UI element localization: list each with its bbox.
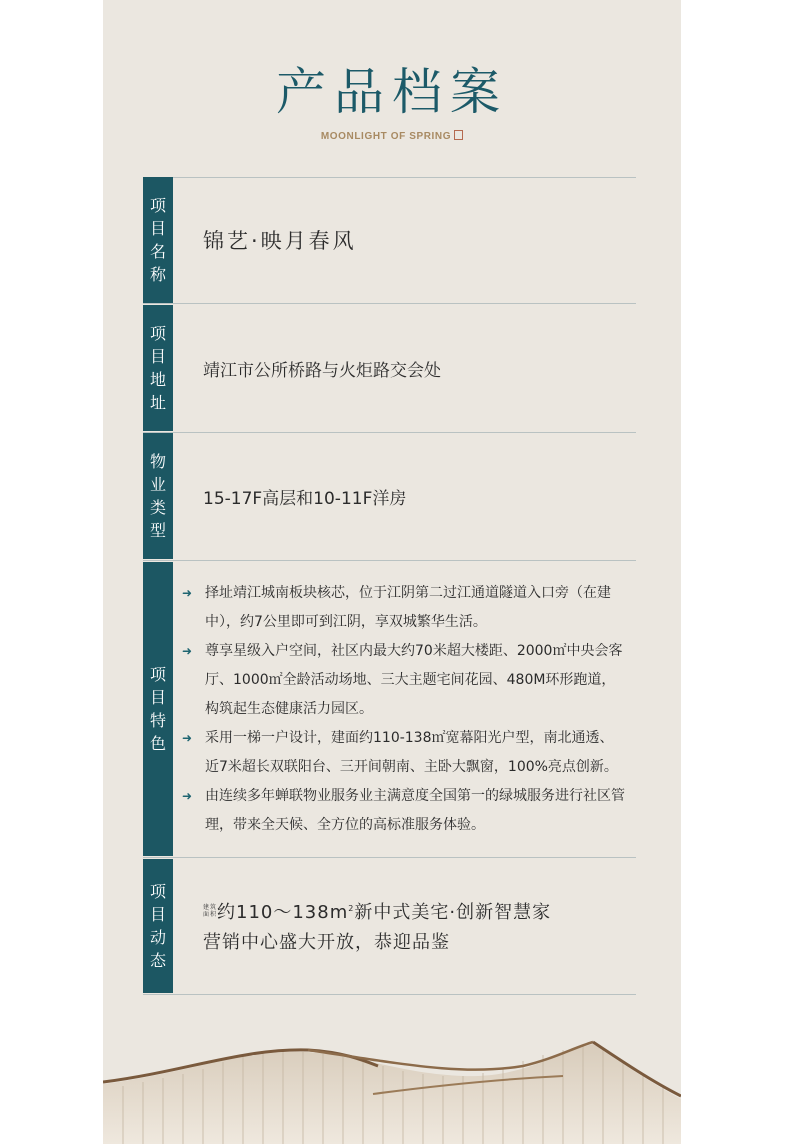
feature-item: ➜ 择址靖江城南板块核芯，位于江阴第二过江通道隧道入口旁（在建中），约7公里即可到江阴，享双城繁华生活。 [185,579,626,637]
page-title: 产品档案 [276,63,508,121]
seal-icon [454,130,463,140]
row-label: 项 目 名 称 [143,177,173,303]
news-line-1: 建筑 面积 约$110\sim 138m^2$新中式美宅·创新智慧家 [203,902,552,923]
divider [143,857,636,858]
row-project-features [143,562,636,856]
poster-panel [103,0,681,1144]
row-project-news [143,859,636,993]
project-name-value: 锦艺·映月春风 [203,229,357,253]
row-label: 物 业 类 型 [143,433,173,559]
row-label: 项 目 动 态 [143,859,173,993]
row-project-name [143,177,636,303]
arrow-icon: ➜ [182,643,193,658]
decorative-roofline [103,1004,681,1144]
row-property-type [143,433,636,559]
property-type-value: 15-17F高层和10-11F洋房 [203,488,407,509]
subtitle-text: MOONLIGHT OF SPRING [320,131,452,142]
project-address-value: 靖江市公所桥路与火炬路交会处 [203,360,441,381]
page-subtitle [103,130,681,142]
divider [143,994,636,995]
row-label: 项 目 地 址 [143,305,173,431]
arrow-icon: ➜ [182,730,193,745]
arrow-icon: ➜ [182,788,193,803]
feature-item: ➜ 尊享星级入户空间，社区内最大约70米超大楼距、2000㎡中央会客厅、1000㎡全龄活动场地、三大主题宅间花园、480M环形跑道，构筑起生态健康活力园区。 [185,637,626,724]
area-tag: 建筑 面积 [203,904,218,918]
divider [143,560,636,561]
feature-item: ➜ 采用一梯一户设计，建面约110-138㎡宽幕阳光户型，南北通透、近7米超长双联阳台、三开间朝南、主卧大飘窗，100%亮点创新。 [185,724,626,782]
news-line-2: 营销中心盛大开放，恭迎品鉴 [203,932,450,953]
divider [143,303,636,304]
row-project-address [143,305,636,431]
row-label: 项 目 特 色 [143,562,173,856]
arrow-icon: ➜ [182,585,193,600]
feature-item: ➜ 由连续多年蝉联物业服务业主满意度全国第一的绿城服务进行社区管理，带来全天候、全方位的高标准服务体验。 [185,782,626,840]
